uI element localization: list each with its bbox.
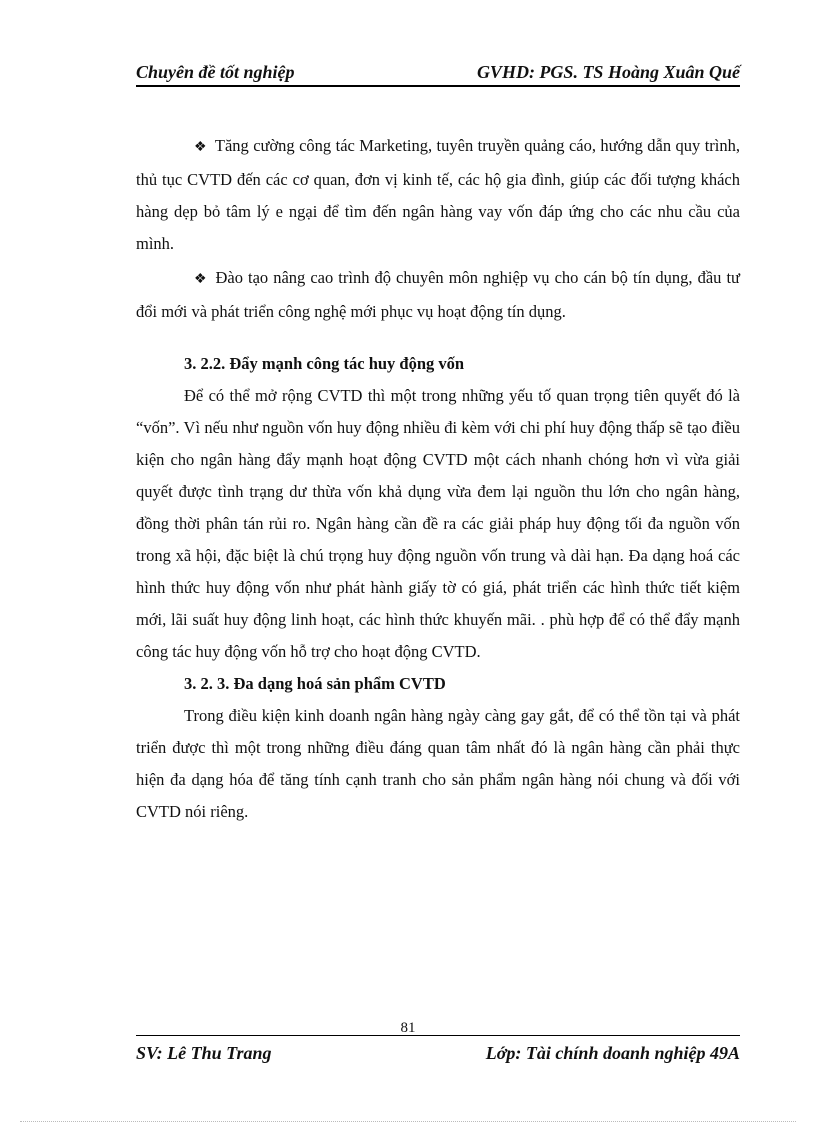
- header-supervisor: GVHD: PGS. TS Hoàng Xuân Quế: [476, 62, 740, 82]
- bullet-marketing: [136, 130, 740, 260]
- header-rule: [136, 85, 740, 87]
- section-heading-3-2-3: 3. 2. 3. Đa dạng hoá sản phẩm CVTD: [184, 674, 446, 693]
- page-edge: [20, 1121, 796, 1122]
- diamond-bullet-icon: ❖: [194, 272, 208, 287]
- bullet-training: [136, 262, 740, 328]
- diamond-bullet-icon: ❖: [194, 140, 207, 155]
- footer-class: Lớp: Tài chính doanh nghiệp 49A: [485, 1043, 740, 1063]
- page-number: 81: [400, 1020, 416, 1036]
- paragraph-3-2-3: Trong điều kiện kinh doanh ngân hàng ngày càng gay gắt, để có thể tồn tại và phát triển được thì một trong những điều đáng quan tâm nhất đó là ngân hàng cần phải thực hiện đa dạng hóa để tăng tính cạnh tranh cho sản phẩm ngân hàng nói chung và đối với CVTD nói riêng.: [136, 706, 740, 821]
- page-footer: [136, 1035, 740, 1067]
- footer-rule: [136, 1035, 740, 1036]
- header-thesis-title: Chuyên đề tốt nghiệp: [136, 62, 295, 82]
- bullet-marketing-text: Tăng cường công tác Marketing, tuyên truyền quảng cáo, hướng dẫn quy trình, thủ tục CVTD đến các cơ quan, đơn vị kinh tế, các hộ gia đình, giúp các đối tượng khách hàng dẹp bỏ tâm lý e ngại để tìm đến ngân hàng vay vốn đáp ứng cho các nhu cầu của mình.: [136, 136, 740, 253]
- paragraph-3-2-2: Để có thể mở rộng CVTD thì một trong những yếu tố quan trọng tiên quyết đó là “vốn”. Vì nếu như nguồn vốn huy động nhiều đi kèm với chi phí huy động thấp sẽ tạo điều kiện cho ngân hàng đẩy mạnh hoạt động CVTD một cách nhanh chóng hơn vì vừa giải quyết được tình trạng dư thừa vốn khả dụng vừa đem lại nguồn thu lớn cho ngân hàng, đồng thời phân tán rủi ro. Ngân hàng cần đề ra các giải pháp huy động tối đa nguồn vốn trong xã hội, đặc biệt là chú trọng huy động nguồn vốn trung và dài hạn. Đa dạng hoá các hình thức huy động vốn như phát hành giấy tờ có giá, phát triển các hình thức tiết kiệm mới, lãi suất huy động linh hoạt, các hình thức khuyến mãi. . phù hợp để có thể đẩy mạnh công tác huy động vốn hỗ trợ cho hoạt động CVTD.: [136, 386, 740, 661]
- page-body: [136, 130, 740, 828]
- page-header: [136, 58, 740, 86]
- section-heading-3-2-2: 3. 2.2. Đẩy mạnh công tác huy động vốn: [184, 354, 465, 373]
- bullet-training-text: Đào tạo nâng cao trình độ chuyên môn nghiệp vụ cho cán bộ tín dụng, đầu tư đổi mới và phát triển công nghệ mới phục vụ hoạt động tín dụng.: [136, 268, 740, 321]
- footer-student: SV: Lê Thu Trang: [136, 1043, 272, 1063]
